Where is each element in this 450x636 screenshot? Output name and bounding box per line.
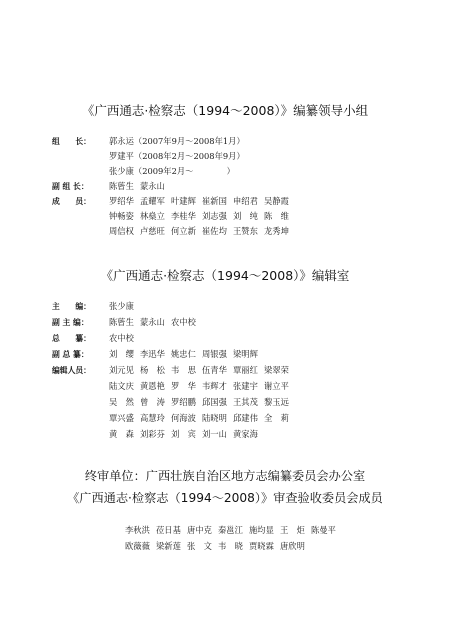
person-name: 秦邕江	[218, 525, 243, 535]
person-name: 罗 华	[171, 381, 196, 391]
person-name: 李秋洪	[125, 525, 150, 535]
person-name: 覃兴盛	[109, 413, 134, 423]
editorial-office-row	[52, 365, 295, 376]
person-name: 刘元见	[109, 365, 134, 375]
person-name: 黄家海	[233, 429, 258, 439]
leading-group-row	[52, 181, 171, 192]
person-name: 钟畅姿	[109, 211, 134, 221]
person-name: 伍青华	[202, 365, 227, 375]
person-name: 刘 缨	[109, 349, 134, 359]
leading-group-role-label: 成 员：	[52, 197, 91, 206]
person-name: 刘志强	[202, 211, 227, 221]
editorial-office-role-label: 副 主 编：	[52, 318, 89, 327]
person-name: 叶建辉	[171, 196, 196, 206]
person-name: 黄恩艳	[140, 381, 165, 391]
leading-group-row	[52, 226, 295, 236]
editorial-office-text: 农中校	[109, 333, 134, 343]
person-name: 张 文	[187, 541, 212, 551]
leading-group-title: 《广西通志·检察志（1994～2008）》编纂领导小组	[81, 103, 369, 118]
editorial-office-names	[109, 317, 202, 327]
review-committee-row	[125, 540, 311, 552]
person-name: 莅日基	[156, 525, 181, 535]
editorial-office-row	[52, 381, 295, 391]
leading-group-row	[52, 151, 245, 161]
leading-group-text: 张少康（2009年2月～ ）	[109, 166, 235, 176]
leading-group-text: 罗建平（2008年2月～2008年9月）	[109, 151, 245, 161]
person-name: 全 莉	[264, 413, 289, 423]
person-name: 刘一山	[202, 429, 227, 439]
leading-group-names	[109, 211, 295, 221]
person-name: 陆文庆	[109, 381, 134, 391]
person-name: 崔佐均	[202, 226, 227, 236]
person-name: 陈曼平	[311, 525, 336, 535]
person-name: 施均显	[249, 525, 274, 535]
person-name: 何海波	[171, 413, 196, 423]
leading-group-role-label: 组 长：	[52, 137, 91, 146]
editorial-office-row	[52, 301, 134, 312]
person-name: 黄 森	[109, 429, 134, 439]
editorial-office-row	[52, 429, 264, 439]
leading-group-names	[109, 226, 295, 236]
final-review-unit-title: 终审单位：广西壮族自治区地方志编纂委员会办公室	[84, 469, 366, 483]
person-name: 刘 纯	[233, 211, 258, 221]
person-name: 张建宇	[233, 381, 258, 391]
editorial-office-names	[109, 397, 295, 407]
editorial-office-role-label: 编辑人员：	[52, 366, 91, 375]
person-name: 周银强	[202, 349, 227, 359]
person-name: 罗绍华	[109, 196, 134, 206]
person-name: 卢慈旺	[140, 226, 165, 236]
editorial-office-row	[52, 413, 295, 423]
person-name: 刘彩芬	[140, 429, 165, 439]
leading-group-row	[52, 196, 295, 207]
person-name: 崔新国	[202, 196, 227, 206]
person-name: 梁新莲	[156, 541, 181, 551]
editorial-office-title: 《广西通志·检察志（1994～2008）》编辑室	[100, 268, 350, 283]
editorial-office-row	[52, 333, 134, 344]
editorial-office-row	[52, 397, 295, 407]
leading-group-names	[109, 196, 295, 206]
person-name: 王其茂	[233, 397, 258, 407]
person-name: 蒙永山	[140, 317, 165, 327]
person-name: 谢立平	[264, 381, 289, 391]
editorial-office-role-label: 主 编：	[52, 302, 91, 311]
leading-group-row	[52, 166, 235, 176]
review-committee-row	[125, 524, 342, 536]
editorial-office-row	[52, 349, 264, 360]
person-name: 孟耀军	[140, 196, 165, 206]
person-name: 韦 思	[171, 365, 196, 375]
leading-group-names	[109, 181, 171, 191]
editorial-office-role-label: 副 总 纂：	[52, 350, 89, 359]
person-name: 杨 松	[140, 365, 165, 375]
person-name: 王 炬	[280, 525, 305, 535]
person-name: 龙秀坤	[264, 226, 289, 236]
person-name: 陈蒈生	[109, 181, 134, 191]
person-name: 申绍君	[233, 196, 258, 206]
person-name: 梁明辉	[233, 349, 258, 359]
person-name: 蒙永山	[140, 181, 165, 191]
leading-group-row	[52, 211, 295, 221]
leading-group-row	[52, 136, 245, 147]
editorial-office-role-label: 总 纂：	[52, 334, 91, 343]
person-name: 刘 宾	[171, 429, 196, 439]
person-name: 何立新	[171, 226, 196, 236]
person-name: 吴静霞	[264, 196, 289, 206]
person-name: 陈 维	[264, 211, 289, 221]
person-name: 邱国强	[202, 397, 227, 407]
editorial-office-text: 张少康	[109, 301, 134, 311]
person-name: 唐欣明	[280, 541, 305, 551]
person-name: 李迅华	[140, 349, 165, 359]
person-name: 邱建伟	[233, 413, 258, 423]
person-name: 韦辉才	[202, 381, 227, 391]
person-name: 王赞东	[233, 226, 258, 236]
person-name: 林燊立	[140, 211, 165, 221]
person-name: 韦 晓	[218, 541, 243, 551]
person-name: 吴 然	[109, 397, 134, 407]
person-name: 李桂华	[171, 211, 196, 221]
person-name: 欧薇薇	[125, 541, 150, 551]
editorial-office-names	[109, 413, 295, 423]
person-name: 罗绍鹏	[171, 397, 196, 407]
person-name: 曾 涛	[140, 397, 165, 407]
editorial-office-names	[109, 429, 264, 439]
person-name: 梁翠荣	[264, 365, 289, 375]
person-name: 黎玉远	[264, 397, 289, 407]
person-name: 唐中克	[187, 525, 212, 535]
person-name: 周信权	[109, 226, 134, 236]
editorial-office-names	[109, 365, 295, 375]
editorial-office-row	[52, 317, 202, 328]
editorial-office-names	[109, 349, 264, 359]
person-name: 陈蒈生	[109, 317, 134, 327]
editorial-office-names	[109, 381, 295, 391]
person-name: 陆晓明	[202, 413, 227, 423]
leading-group-role-label: 副 组 长：	[52, 182, 89, 191]
person-name: 高慧玲	[140, 413, 165, 423]
review-committee-title: 《广西通志·检察志（1994～2008）》审查验收委员会成员	[67, 491, 383, 505]
person-name: 贾晓霖	[249, 541, 274, 551]
person-name: 覃丽红	[233, 365, 258, 375]
person-name: 农中校	[171, 317, 196, 327]
leading-group-text: 郭永运（2007年9月～2008年1月）	[109, 136, 245, 146]
person-name: 姚忠仁	[171, 349, 196, 359]
